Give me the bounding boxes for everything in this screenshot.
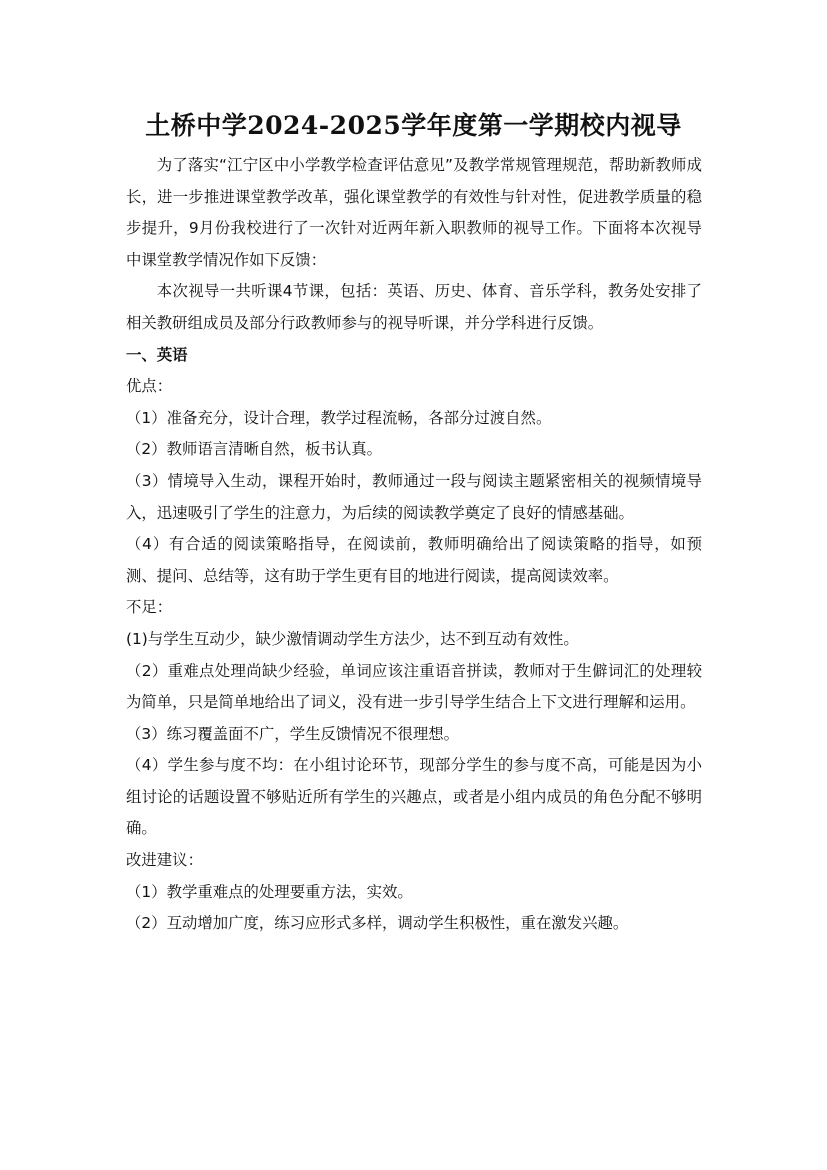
weaknesses-label: 不足： [126,598,173,617]
intro-paragraph: 本次视导一共听课4节课，包括：英语、历史、体育、音乐学科，教务处安排了相关教研组成员及部分行政教师参与的视导听课，并分学科进行反馈。 [126,282,702,332]
strength-item: （1）准备充分，设计合理，教学过程流畅，各部分过渡自然。 [126,408,552,427]
strengths-label: 优点： [126,377,173,396]
strength-item: （2）教师语言清晰自然，板书认真。 [126,440,383,459]
document-title: 土桥中学2024-2025学年度第一学期校内视导 [145,111,682,140]
section-heading-english: 一、英语 [126,345,188,364]
strength-item: （4）有合适的阅读策略指导，在阅读前，教师明确给出了阅读策略的指导，如预测、提问、总结等，这有助于学生更有目的地进行阅读，提高阅读效率。 [126,535,702,585]
weakness-item: （2）重难点处理尚缺少经验，单词应该注重语音拼读，教师对于生僻词汇的处理较为简单，只是简单地给出了词义，没有进一步引导学生结合上下文进行理解和运用。 [126,661,702,712]
weakness-item: (1)与学生互动少，缺少激情调动学生方法少，达不到互动有效性。 [126,629,579,648]
strength-item: （3）情境导入生动，课程开始时，教师通过一段与阅读主题紧密相关的视频情境导入，迅速吸引了学生的注意力，为后续的阅读教学奠定了良好的情感基础。 [126,471,702,522]
intro-paragraph: 为了落实“江宁区中小学教学检查评估意见”及教学常规管理规范，帮助新教师成长，进一步推进课堂教学改革，强化课堂教学的有效性与针对性，促进教学质量的稳步提升，9月份我校进行了一次针对近两年新入职教师的视导工作。下面将本次视导中课堂教学情况作如下反馈： [126,156,702,269]
suggestion-item: （2）互动增加广度，练习应形式多样，调动学生积极性，重在激发兴趣。 [126,914,629,933]
suggestion-item: （1）教学重难点的处理要重方法，实效。 [126,882,413,901]
suggestions-label: 改进建议： [126,851,203,870]
weakness-item: （4）学生参与度不均：在小组讨论环节，现部分学生的参与度不高，可能是因为小组讨论的话题设置不够贴近所有学生的兴趣点，或者是小组内成员的角色分配不够明确。 [126,756,702,838]
weakness-item: （3）练习覆盖面不广，学生反馈情况不很理想。 [126,724,459,743]
document-body [126,150,702,940]
